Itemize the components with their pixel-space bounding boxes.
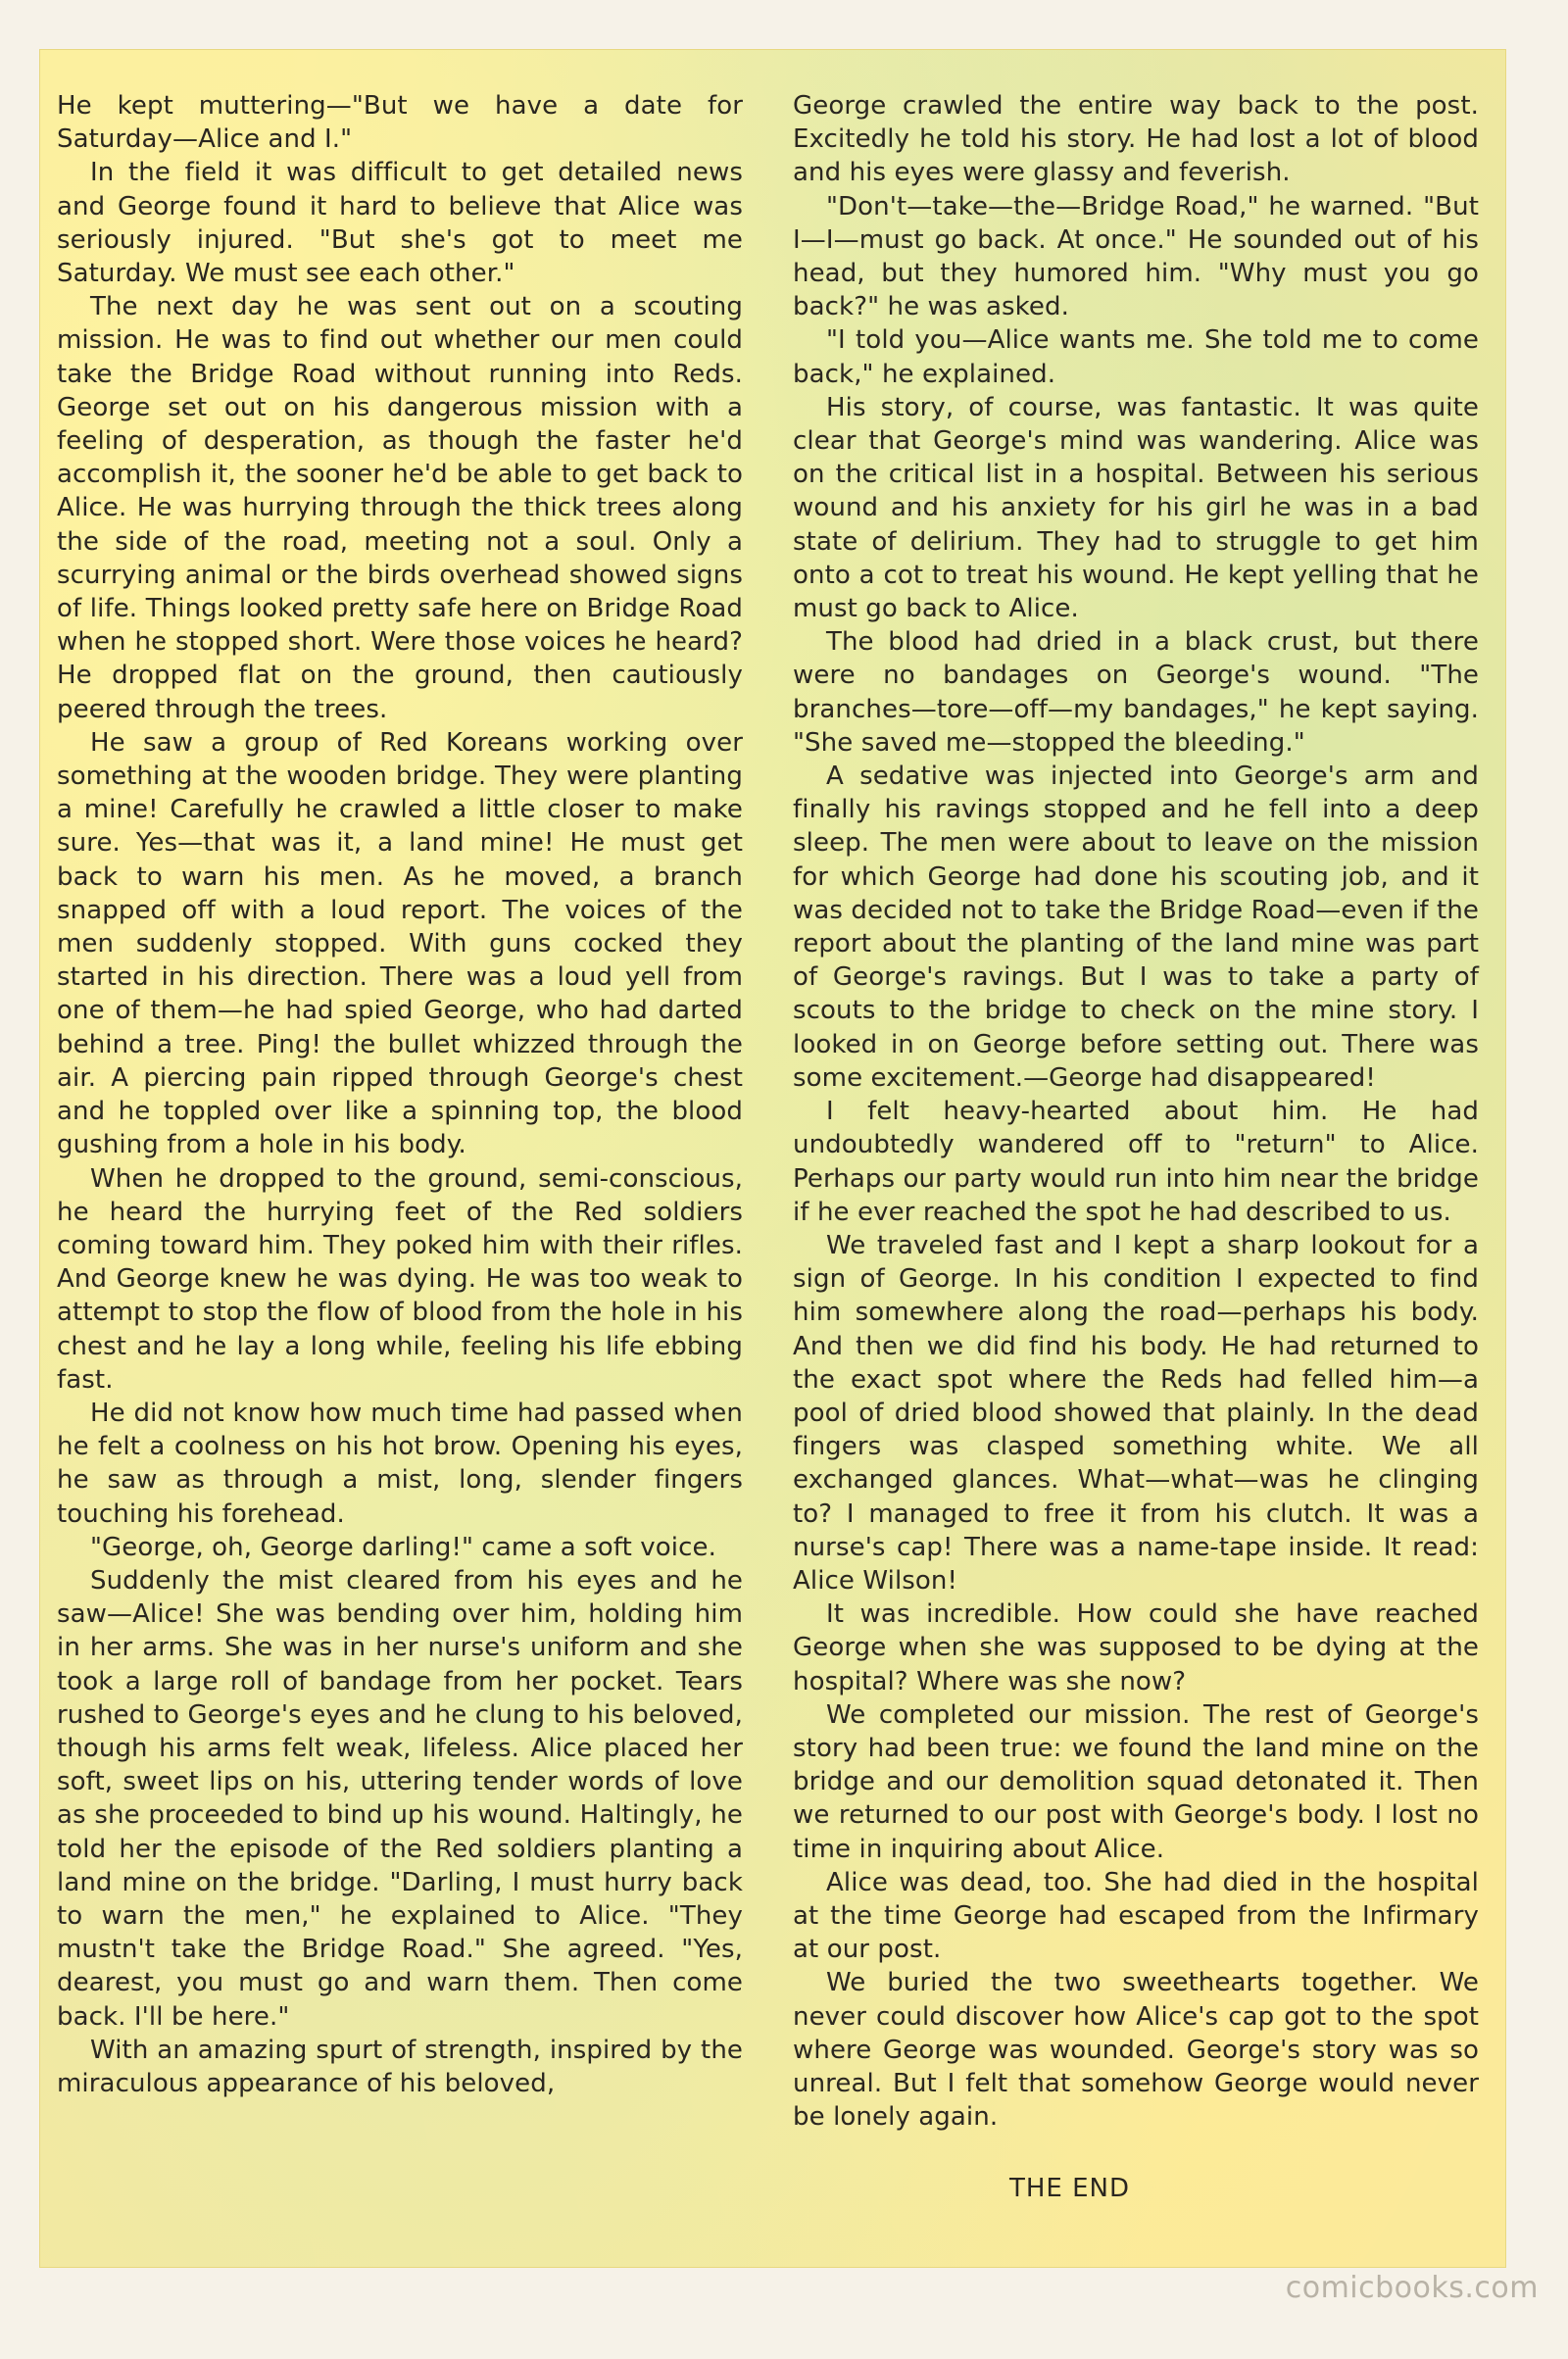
paragraph: It was incredible. How could she have reached George when she was supposed to be dying at the hospital? Where was she now? [793,1599,1479,1696]
right-column [793,89,1479,2134]
paragraph: I felt heavy-hearted about him. He had undoubtedly wandered off to "return" to Alice. Perhaps our party would run into him near the bridge if he ever reached the spot he had described to us. [793,1097,1479,1227]
paragraph: A sedative was injected into George's arm and finally his ravings stopped and he fell into a deep sleep. The men were about to leave on the mission for which George had done his scouting job, and it was decided not to take the Bridge Road—even if the report about the planting of the land mine was part of George's ravings. But I was to take a party of scouts to the bridge to check on the mine story. I looked in on George before setting out. There was some excitement.—George had disappeared! [793,762,1479,1093]
paragraph: The next day he was sent out on a scouting mission. He was to find out whether our men could take the Bridge Road without running into Reds. George set out on his dangerous mission with a feeling of desperation, as though the faster he'd accomplish it, the sooner he'd be able to get back to Alice. He was hurrying through the thick trees along the side of the road, meeting not a soul. Only a scurrying animal or the birds overhead showed signs of life. Things looked pretty safe here on Bridge Road when he stopped short. Were those voices he heard? He dropped flat on the ground, then cautiously peered through the trees. [57,292,743,724]
paragraph: In the field it was difficult to get detailed news and George found it hard to believe that Alice was seriously injured. "But she's got to meet me Saturday. We must see each other." [57,158,743,289]
paragraph: He saw a group of Red Koreans working over something at the wooden bridge. They were planting a mine! Carefully he crawled a little closer to make sure. Yes—that was it, a land mine! He must get back to warn his men. As he moved, a branch snapped off with a loud report. The voices of the men suddenly stopped. With guns cocked they started in his direction. There was a loud yell from one of them—he had spied George, who had darted behind a tree. Ping! the bullet whizzed through the air. A piercing pain ripped through George's chest and he toppled over like a spinning top, the blood gushing from a hole in his body. [57,727,743,1160]
paragraph: He kept muttering—"But we have a date for Saturday—Alice and I." [57,91,743,155]
paragraph: With an amazing spurt of strength, inspired by the miraculous appearance of his beloved, [57,2035,743,2098]
the-end-label: THE END [1009,2174,1131,2203]
paragraph: The blood had dried in a black crust, but there were no bandages on George's wound. "The branches—tore—off—my bandages," he kept saying. "She saved me—stopped the bleeding." [793,627,1479,758]
paragraph: Alice was dead, too. She had died in the hospital at the time George had escaped from the Infirmary at our post. [793,1867,1479,1965]
paragraph: "George, oh, George darling!" came a soft voice. [90,1532,716,1562]
paragraph: "Don't—take—the—Bridge Road," he warned. "But I—I—must go back. At once." He sounded out of his head, but they humored him. "Why must you go back?" he was asked. [793,191,1479,322]
paragraph: He did not know how much time had passed when he felt a coolness on his hot brow. Opening his eyes, he saw as through a mist, long, slender fingers touching his forehead. [57,1398,743,1529]
left-column [57,89,743,2100]
paragraph: We traveled fast and I kept a sharp lookout for a sign of George. In his condition I expected to find him somewhere along the road—perhaps his body. And then we did find his body. He had returned to the exact spot where the Reds had felled him—a pool of dried blood showed that plainly. In the dead fingers was clasped something white. We all exchanged glances. What—what—was he clinging to? I managed to free it from his clutch. It was a nurse's cap! There was a name-tape inside. It read: Alice Wilson! [793,1230,1479,1596]
paragraph: George crawled the entire way back to the post. Excitedly he told his story. He had lost a lot of blood and his eyes were glassy and feverish. [793,91,1479,188]
paragraph: "I told you—Alice wants me. She told me to come back," he explained. [793,325,1479,389]
paragraph: His story, of course, was fantastic. It was quite clear that George's mind was wandering. Alice was on the critical list in a hospital. Between his serious wound and his anxiety for his girl he was in a bad state of delirium. They had to struggle to get him onto a cot to treat his wound. He kept yelling that he must go back to Alice. [793,392,1479,624]
paragraph: We completed our mission. The rest of George's story had been true: we found the land mine on the bridge and our demolition squad detonated it. Then we returned to our post with George's body. I lost no time in inquiring about Alice. [793,1699,1479,1864]
paragraph: When he dropped to the ground, semi-conscious, he heard the hurrying feet of the Red soldiers coming toward him. They poked him with their rifles. And George knew he was dying. He was too weak to attempt to stop the flow of blood from the hole in his chest and he lay a long while, feeling his life ebbing fast. [57,1163,743,1395]
paragraph: Suddenly the mist cleared from his eyes and he saw—Alice! She was bending over him, holding him in her arms. She was in her nurse's uniform and she took a large roll of bandage from her pocket. Tears rushed to George's eyes and he clung to his beloved, though his arms felt weak, lifeless. Alice placed her soft, sweet lips on his, uttering tender words of love as she proceeded to bind up his wound. Haltingly, he told her the episode of the Red soldiers planting a land mine on the bridge. "Darling, I must hurry back to warn the men," he explained to Alice. "They mustn't take the Bridge Road." She agreed. "Yes, dearest, you must go and warn them. Then come back. I'll be here." [57,1565,743,2032]
site-watermark: comicbooks.com [1285,2271,1539,2305]
paragraph: We buried the two sweethearts together. We never could discover how Alice's cap got to the spot where George was wounded. George's story was so unreal. But I felt that somehow George would never be lonely again. [793,1968,1479,2133]
text-panel [39,49,1506,2268]
